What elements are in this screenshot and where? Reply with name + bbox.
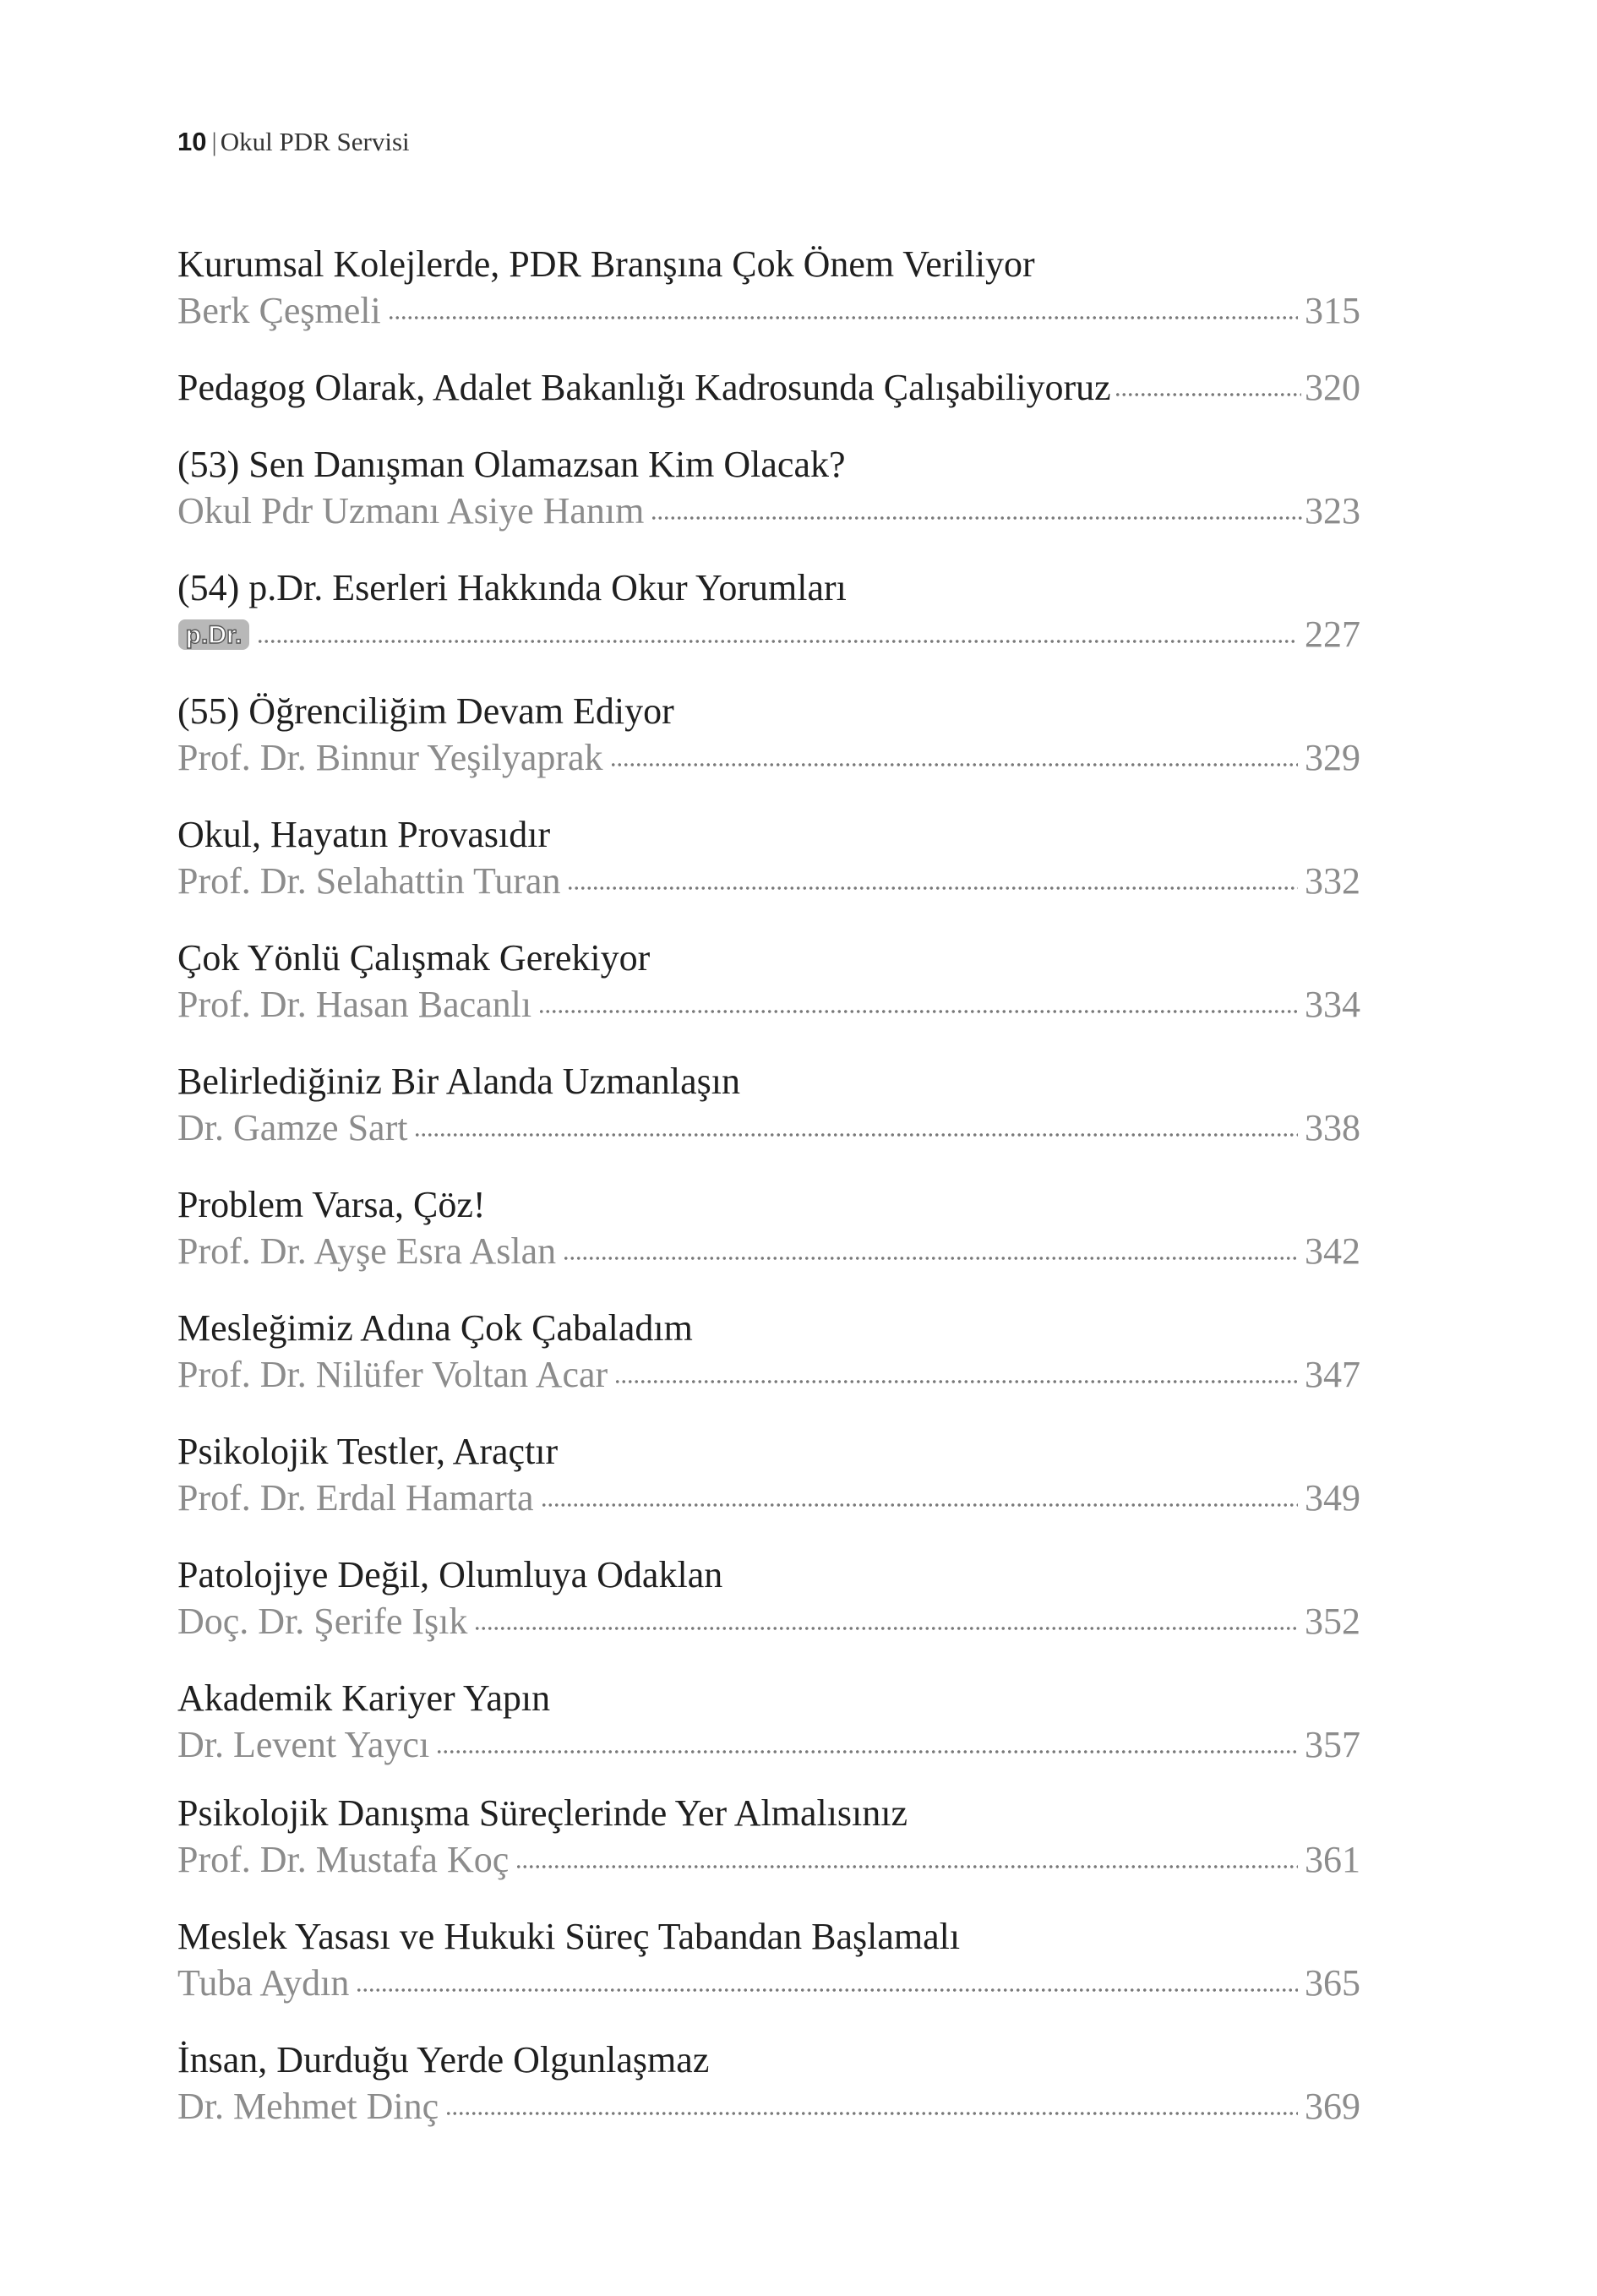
entry-page-number: 369	[1305, 2086, 1360, 2127]
entry-author-line	[177, 287, 1360, 334]
entry-author: Dr. Levent Yaycı	[177, 1724, 430, 1765]
entry-page-number: 323	[1305, 490, 1360, 532]
toc-entry[interactable]	[177, 935, 1360, 1028]
entry-author: Prof. Dr. Selahattin Turan	[177, 860, 561, 902]
entry-page-number: 332	[1305, 860, 1360, 902]
entry-title: (55) Öğrenciliğim Devam Ediyor	[177, 690, 674, 732]
book-title: Okul PDR Servisi	[220, 127, 410, 156]
running-header	[177, 127, 410, 157]
entry-author: Doç. Dr. Şerife Işık	[177, 1601, 468, 1642]
entry-page-number: 320	[1305, 367, 1360, 408]
entry-title: (53) Sen Danışman Olamazsan Kim Olacak?	[177, 444, 846, 485]
entry-page-number: 334	[1305, 984, 1360, 1025]
toc-entry[interactable]	[177, 811, 1360, 904]
leader-dots	[414, 1130, 1298, 1140]
leader-dots	[538, 1006, 1298, 1017]
toc-entry[interactable]	[177, 1058, 1360, 1151]
entry-author-line	[177, 1598, 1360, 1644]
toc-entry[interactable]	[177, 241, 1360, 334]
entry-title: Meslek Yasası ve Hukuki Süreç Tabandan Başlamalı	[177, 1916, 961, 1957]
leader-dots	[388, 313, 1298, 323]
leader-dots	[474, 1623, 1298, 1633]
entry-title: Patolojiye Değil, Olumluya Odaklan	[177, 1554, 723, 1595]
entry-author-line	[177, 1104, 1360, 1151]
leader-dots	[436, 1747, 1298, 1757]
entry-author: Dr. Mehmet Dinç	[177, 2086, 439, 2127]
entry-page-number: 329	[1305, 737, 1360, 778]
entry-author: Prof. Dr. Ayşe Esra Aslan	[177, 1230, 557, 1272]
toc-entry[interactable]	[177, 1305, 1360, 1398]
entry-author: Prof. Dr. Erdal Hamarta	[177, 1477, 534, 1519]
leader-dots	[651, 513, 1303, 523]
entry-title: Akademik Kariyer Yapın	[177, 1677, 551, 1719]
entry-title: Psikolojik Danışma Süreçlerinde Yer Almalısınız	[177, 1792, 908, 1834]
leader-dots	[257, 636, 1298, 646]
entry-author-line	[177, 981, 1360, 1028]
entry-page-number: 227	[1305, 614, 1360, 655]
entry-title: (54) p.Dr. Eserleri Hakkında Okur Yorumları	[177, 567, 847, 608]
entry-title: Problem Varsa, Çöz!	[177, 1184, 486, 1225]
toc-entry[interactable]	[177, 1675, 1360, 1768]
svg-text:p.Dr.: p.Dr.	[185, 620, 243, 649]
toc-entry[interactable]	[177, 1913, 1360, 2006]
entry-author: Okul Pdr Uzmanı Asiye Hanım	[177, 490, 645, 532]
entry-page-number: 338	[1305, 1107, 1360, 1148]
leader-dots	[541, 1500, 1298, 1510]
entry-author: Prof. Dr. Hasan Bacanlı	[177, 984, 532, 1025]
entry-author: Prof. Dr. Mustafa Koç	[177, 1839, 510, 1880]
entry-title: Pedagog Olarak, Adalet Bakanlığı Kadrosunda Çalışabiliyoruz	[177, 367, 1111, 408]
entry-author-line	[177, 488, 1360, 534]
entry-title: İnsan, Durduğu Yerde Olgunlaşmaz	[177, 2039, 710, 2081]
entry-author: Berk Çeşmeli	[177, 290, 381, 331]
entry-title: Psikolojik Testler, Araçtır	[177, 1431, 559, 1472]
entry-author-line	[177, 1351, 1360, 1398]
entry-author-line	[177, 2083, 1360, 2130]
leader-dots	[515, 1862, 1298, 1872]
leader-dots	[567, 883, 1298, 893]
leader-dots	[1115, 390, 1301, 400]
entry-title: Belirlediğiniz Bir Alanda Uzmanlaşın	[177, 1061, 740, 1102]
header-separator: |	[211, 127, 217, 156]
toc-entry[interactable]	[177, 441, 1360, 534]
leader-dots	[445, 2108, 1298, 2119]
entry-author-line	[177, 1836, 1360, 1883]
entry-page-number: 315	[1305, 290, 1360, 331]
entry-page-number: 357	[1305, 1724, 1360, 1765]
entry-author-line	[177, 611, 1360, 657]
entry-page-number: 349	[1305, 1477, 1360, 1519]
entry-title-line	[177, 364, 1360, 411]
entry-page-number: 347	[1305, 1354, 1360, 1395]
entry-author: Dr. Gamze Sart	[177, 1107, 408, 1148]
entry-title: Çok Yönlü Çalışmak Gerekiyor	[177, 937, 651, 979]
entry-author-line	[177, 1228, 1360, 1274]
entry-author-line	[177, 1960, 1360, 2006]
entry-title: Okul, Hayatın Provasıdır	[177, 814, 551, 855]
leader-dots	[563, 1253, 1298, 1263]
entry-page-number: 342	[1305, 1230, 1360, 1272]
entry-page-number: 361	[1305, 1839, 1360, 1880]
page-number: 10	[177, 127, 207, 156]
entry-page-number: 365	[1305, 1962, 1360, 2004]
leader-dots	[614, 1377, 1298, 1387]
entry-title: Kurumsal Kolejlerde, PDR Branşına Çok Önem Veriliyor	[177, 243, 1035, 285]
toc-entry[interactable]	[177, 364, 1360, 411]
leader-dots	[610, 760, 1298, 770]
entry-author-line	[177, 858, 1360, 904]
entry-author-line	[177, 1721, 1360, 1768]
entry-author: Prof. Dr. Nilüfer Voltan Acar	[177, 1354, 608, 1395]
toc-entry[interactable]	[177, 2037, 1360, 2130]
toc-entry[interactable]	[177, 1428, 1360, 1521]
entry-page-number: 352	[1305, 1601, 1360, 1642]
toc-entry[interactable]	[177, 1790, 1360, 1883]
entry-author-line	[177, 734, 1360, 781]
entry-author-line	[177, 1475, 1360, 1521]
entry-author: Prof. Dr. Binnur Yeşilyaprak	[177, 737, 603, 778]
entry-title: Mesleğimiz Adına Çok Çabaladım	[177, 1307, 693, 1349]
entry-author: Tuba Aydın	[177, 1962, 350, 2004]
toc-entry[interactable]	[177, 1552, 1360, 1644]
pdr-logo-icon	[177, 611, 250, 657]
leader-dots	[356, 1985, 1298, 1995]
toc-entry[interactable]	[177, 1181, 1360, 1274]
toc-entry[interactable]	[177, 564, 1360, 657]
toc-entry[interactable]	[177, 688, 1360, 781]
